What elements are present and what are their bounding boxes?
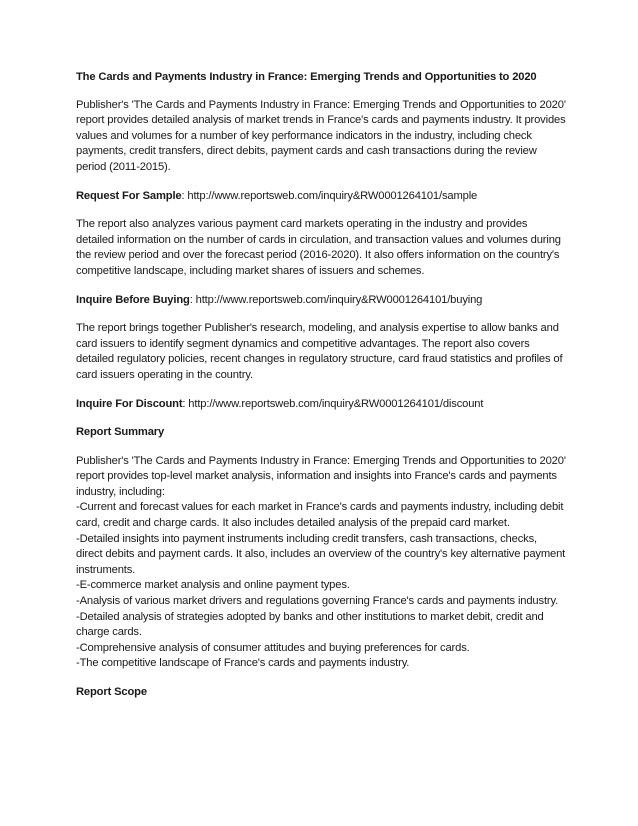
list-item: -Detailed analysis of strategies adopted by banks and other institutions to market debit, credit and charge cards. xyxy=(76,610,544,639)
buying-label: Inquire Before Buying xyxy=(76,293,190,306)
list-item: -Detailed insights into payment instruments including credit transfers, cash transactions, checks, direct debits and payment cards. It also, includes an overview of the country's key alternative payment instruments. xyxy=(76,532,566,576)
document-title: The Cards and Payments Industry in France: Emerging Trends and Opportunities to 2020 xyxy=(76,71,537,83)
sample-link[interactable]: : http://www.reportsweb.com/inquiry&RW0001264101/sample xyxy=(181,189,478,202)
summary-bullets xyxy=(76,500,566,672)
markets-paragraph: The report also analyzes various payment card markets operating in the industry and provides detailed information on the number of cards in circulation, and transaction values and volumes during the review period and over the forecast period (2016-2020). It also offers information on the country's competitive landscape, including market shares of issuers and schemes. xyxy=(76,218,561,277)
list-item: -Current and forecast values for each market in France's cards and payments industry, including debit card, credit and charge cards. It also includes detailed analysis of the prepaid card market. xyxy=(76,501,564,530)
sample-label: Request For Sample xyxy=(76,189,182,202)
list-item: -E-commerce market analysis and online payment types. xyxy=(76,579,350,592)
sample-line xyxy=(76,189,566,205)
discount-line xyxy=(76,397,566,413)
discount-label: Inquire For Discount xyxy=(76,397,183,410)
buying-link[interactable]: : http://www.reportsweb.com/inquiry&RW0001264101/buying xyxy=(189,293,483,306)
summary-heading: Report Summary xyxy=(76,426,165,439)
summary-section xyxy=(76,454,566,672)
buying-line xyxy=(76,293,566,309)
research-paragraph: The report brings together Publisher's research, modeling, and analysis expertise to allow banks and card issuers to identify segment dynamics and competitive advantages. The report also covers detailed regulatory policies, recent changes in regulatory structure, card fraud statistics and profiles of card issuers operating in the country. xyxy=(76,322,563,381)
scope-heading: Report Scope xyxy=(76,686,147,698)
list-item: -Comprehensive analysis of consumer attitudes and buying preferences for cards. xyxy=(76,641,470,654)
intro-paragraph: Publisher's 'The Cards and Payments Industry in France: Emerging Trends and Opportunities to 2020' report provides detailed analysis of market trends in France's cards and payments industry. It provides values and volumes for a number of key performance indicators in the industry, including check payments, credit transfers, direct debits, payment cards and cash transactions during the review period (2011-2015). xyxy=(76,98,566,173)
list-item: -Analysis of various market drivers and regulations governing France's cards and payments industry. xyxy=(76,595,559,608)
discount-link[interactable]: : http://www.reportsweb.com/inquiry&RW0001264101/discount xyxy=(182,397,484,410)
list-item: -The competitive landscape of France's cards and payments industry. xyxy=(76,657,410,670)
summary-intro: Publisher's 'The Cards and Payments Industry in France: Emerging Trends and Opportunities to 2020' report provides top-level market analysis, information and insights into France's cards and payments industry, including: xyxy=(76,454,566,498)
